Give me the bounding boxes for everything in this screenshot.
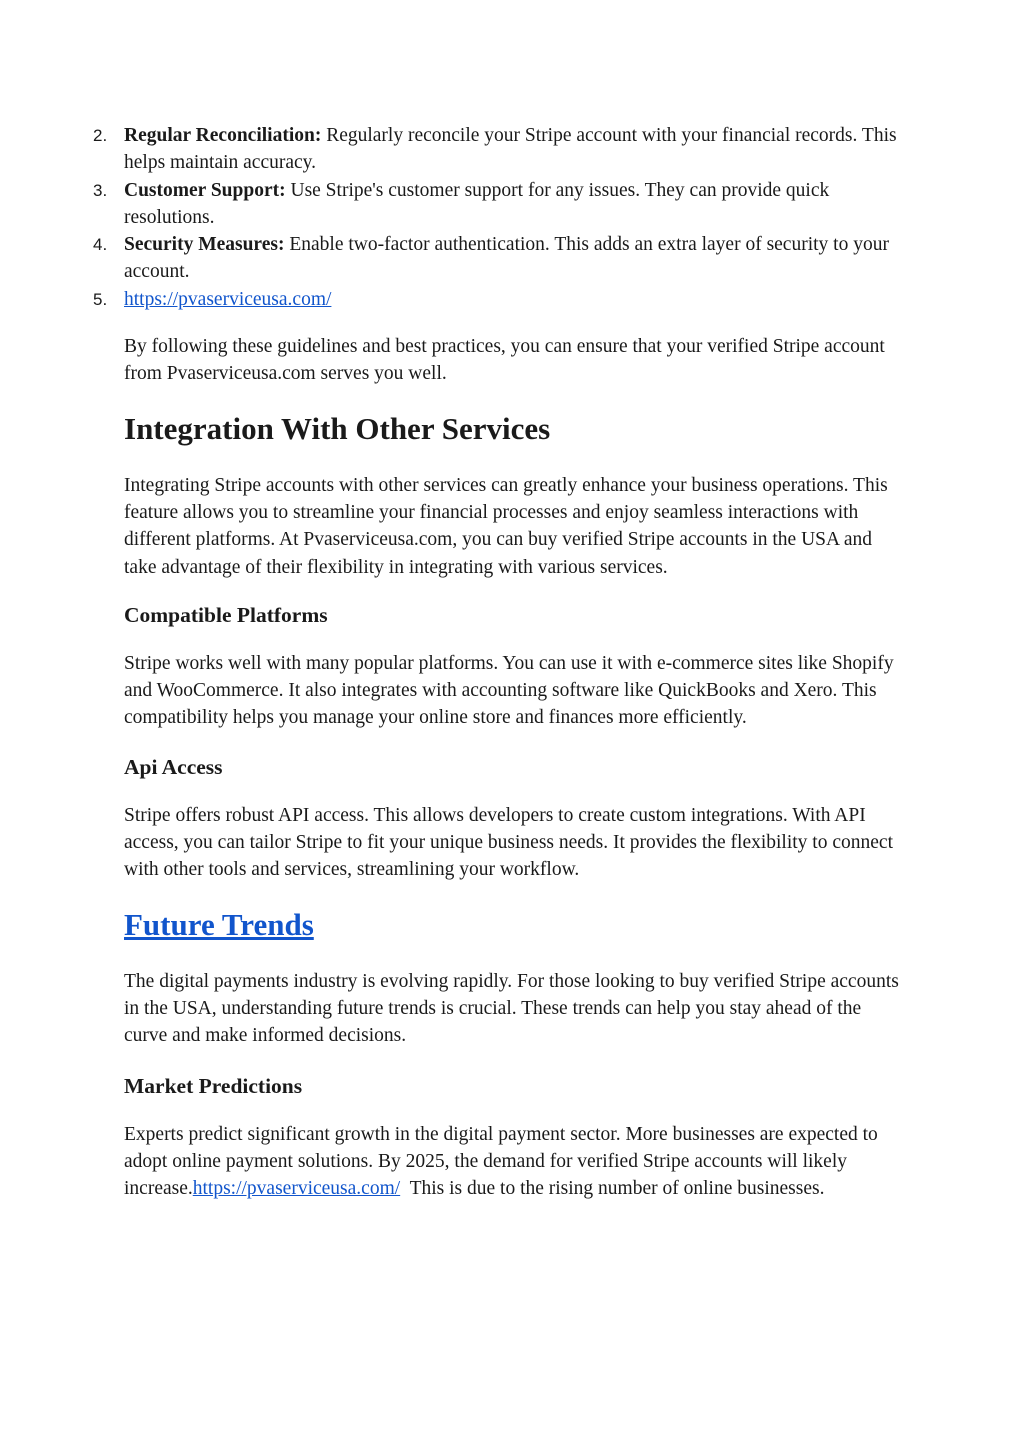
list-item-title: Security Measures: xyxy=(124,234,285,256)
list-item-title: Customer Support: xyxy=(124,179,286,201)
list-item-title: Regular Reconciliation: xyxy=(124,125,322,146)
list-number: 5. xyxy=(93,289,108,309)
market-predictions-text-start: Experts predict significant growth in the digital payment sector. More businesses are expected to adopt online payment solutions. By 2025, the demand for verified Stripe accounts will likely increase. xyxy=(124,1123,878,1200)
list-item xyxy=(62,177,904,232)
api-access-heading: Api Access xyxy=(124,754,223,779)
best-practices-list xyxy=(93,122,904,313)
market-predictions-paragraph xyxy=(124,1121,904,1203)
integration-paragraph: Integrating Stripe accounts with other services can greatly enhance your business operations. This feature allows you to streamline your financial processes and enjoy seamless interactions with different platforms. At Pvaserviceusa.com, you can buy verified Stripe accounts in the USA and take advantage of their flexibility in integrating with various services. xyxy=(124,474,888,578)
list-item-text: Use Stripe's customer support for any issues. They can provide quick resolutions. xyxy=(124,179,830,228)
list-number: 4. xyxy=(93,235,108,255)
intro-paragraph: By following these guidelines and best practices, you can ensure that your verified Stripe account from Pvaserviceusa.com serves you well. xyxy=(124,336,885,385)
future-trends-paragraph: The digital payments industry is evolving rapidly. For those looking to buy verified Stripe accounts in the USA, understanding future trends is crucial. These trends can help you stay ahead of the curve and make informed decisions. xyxy=(124,970,899,1047)
list-number: 2. xyxy=(93,126,108,145)
list-item xyxy=(62,231,904,286)
market-predictions-text-end: This is due to the rising number of online businesses. xyxy=(400,1178,825,1200)
list-item-text: Enable two-factor authentication. This adds an extra layer of security to your account. xyxy=(124,234,889,283)
api-access-paragraph: Stripe offers robust API access. This allows developers to create custom integrations. With API access, you can tailor Stripe to fit your unique business needs. It provides the flexibility to connect with other tools and services, streamlining your workflow. xyxy=(124,804,893,881)
list-number: 3. xyxy=(93,180,108,200)
compatible-platforms-paragraph: Stripe works well with many popular platforms. You can use it with e-commerce sites like Shopify and WooCommerce. It also integrates with accounting software like QuickBooks and Xero. This compatibility helps you manage your online store and finances more efficiently. xyxy=(124,652,894,729)
compatible-platforms-heading: Compatible Platforms xyxy=(124,602,328,627)
future-trends-link[interactable]: Future Trends xyxy=(124,906,314,942)
list-item xyxy=(62,122,904,177)
pvaservice-link[interactable]: https://pvaserviceusa.com/ xyxy=(124,288,332,310)
document-page xyxy=(93,122,904,1202)
pvaservice-link[interactable]: https://pvaserviceusa.com/ xyxy=(192,1178,401,1200)
integration-heading: Integration With Other Services xyxy=(124,410,551,446)
list-item xyxy=(62,286,904,313)
future-trends-heading[interactable] xyxy=(124,906,904,944)
list-item-text: Regularly reconcile your Stripe account with your financial records. This helps maintain accuracy. xyxy=(124,125,897,174)
market-predictions-heading: Market Predictions xyxy=(124,1073,303,1098)
